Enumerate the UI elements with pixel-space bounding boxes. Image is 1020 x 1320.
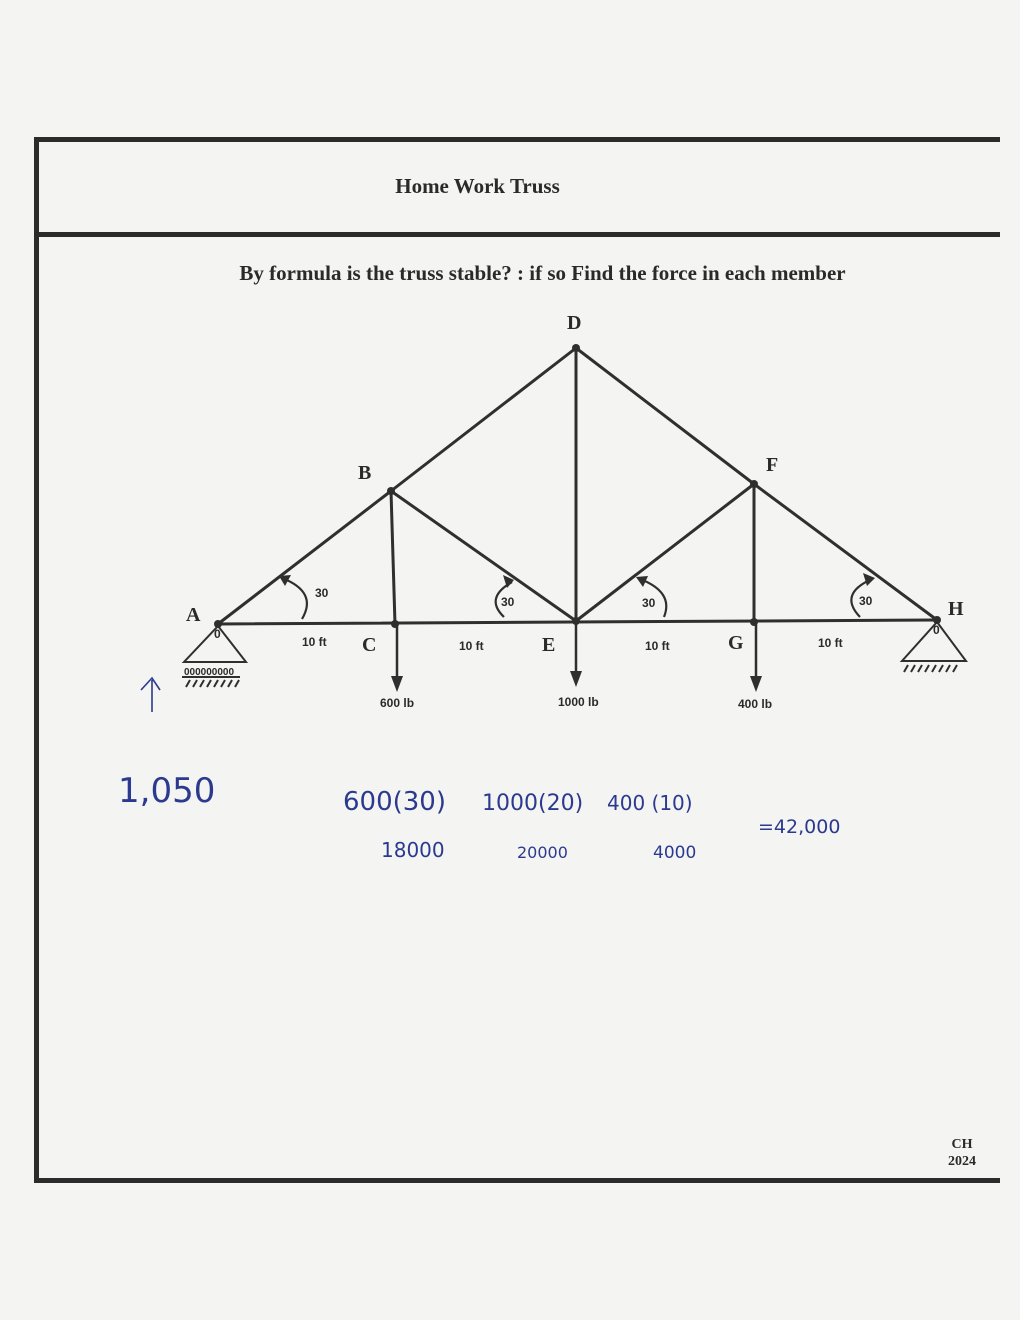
angle-label-a: 30: [315, 586, 329, 600]
author-year: 2024: [948, 1154, 976, 1169]
support-a-pin-mark: 0: [214, 627, 221, 641]
span-label-ce: 10 ft: [459, 639, 484, 653]
load-arrow-g-head: [750, 676, 762, 692]
moment-term-2: 1000(20): [482, 791, 584, 816]
angle-label-e-left: 30: [501, 595, 515, 609]
support-h-hatch: [904, 665, 957, 672]
span-label-gh: 10 ft: [818, 636, 843, 650]
member-b-d: [391, 348, 576, 491]
node-label-c: C: [362, 634, 377, 656]
support-a-hatch: [186, 680, 239, 687]
angle-arrow-h: [863, 573, 875, 586]
angle-label-e-right: 30: [642, 596, 656, 610]
page-title: Home Work Truss: [395, 174, 560, 198]
angle-label-h: 30: [859, 594, 873, 608]
load-label-c: 600 lb: [380, 696, 415, 710]
node-label-a: A: [186, 604, 201, 626]
member-b-c: [391, 491, 395, 624]
node-label-e: E: [542, 634, 556, 656]
load-label-e: 1000 lb: [558, 695, 599, 709]
load-arrow-c-head: [391, 676, 403, 692]
reaction-value: 1,050: [118, 771, 216, 811]
member-d-f: [576, 348, 754, 484]
moment-term-3: 400 (10): [607, 791, 693, 815]
reaction-arrow-handwritten: [141, 678, 160, 712]
question-text: By formula is the truss stable? : if so Find the force in each member: [239, 261, 846, 285]
moment-value-3: 4000: [653, 843, 697, 863]
joint-b: [387, 487, 395, 495]
moment-value-2: 20000: [517, 843, 568, 862]
node-label-d: D: [567, 312, 582, 334]
support-a-rollers: 000000000: [184, 667, 235, 678]
author-initials: CH: [951, 1137, 973, 1152]
moment-sum: =42,000: [758, 816, 841, 838]
node-label-f: F: [766, 454, 779, 476]
joint-d: [572, 344, 580, 352]
member-a-b: [218, 491, 391, 624]
span-label-eg: 10 ft: [645, 639, 670, 653]
moment-value-1: 18000: [381, 838, 445, 862]
load-arrow-e-head: [570, 671, 582, 687]
support-h-pin-mark: 0: [933, 623, 940, 637]
span-label-ac: 10 ft: [302, 635, 327, 649]
joint-f: [750, 480, 758, 488]
author-block: [930, 1136, 994, 1170]
node-label-h: H: [948, 598, 964, 620]
member-f-h: [754, 484, 937, 620]
node-label-b: B: [358, 462, 372, 484]
moment-term-1: 600(30): [343, 787, 446, 817]
node-label-g: G: [728, 632, 744, 654]
load-label-g: 400 lb: [738, 697, 773, 711]
member-b-e: [391, 491, 576, 621]
